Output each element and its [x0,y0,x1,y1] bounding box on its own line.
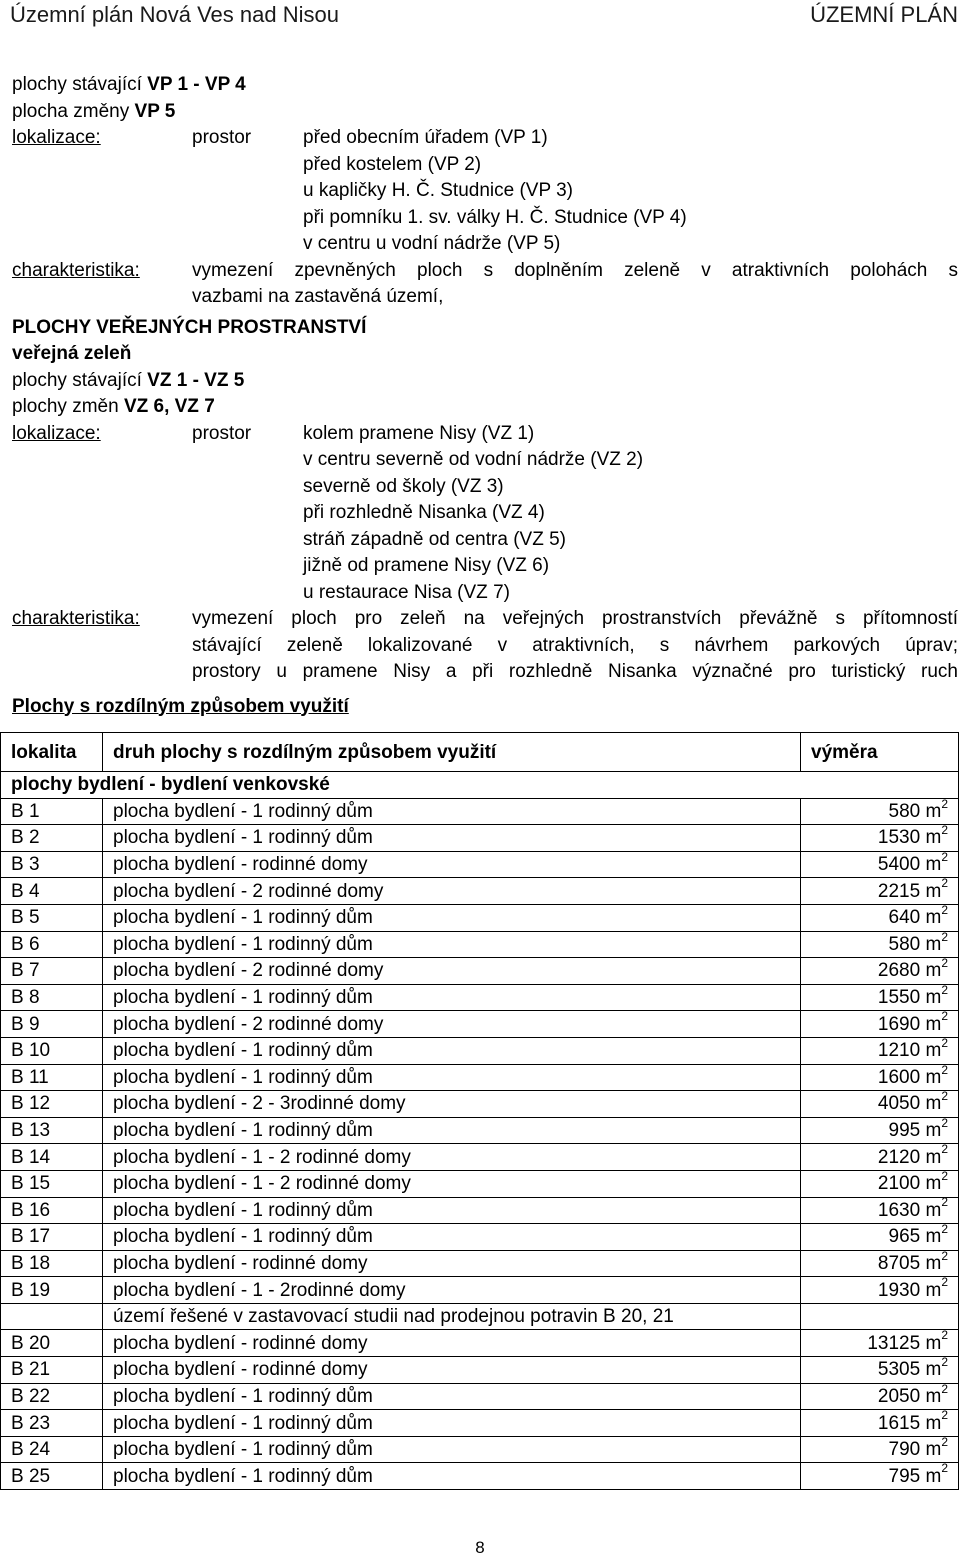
area-unit-exponent: 2 [941,1408,948,1423]
area-cell [801,958,959,985]
area-value: 2100 [877,1173,921,1195]
locality-cell: B 20 [1,1330,103,1357]
area-cell [801,1144,959,1171]
area-unit-exponent: 2 [941,1035,948,1050]
table-row [1,958,959,985]
area-cell [801,1117,959,1144]
vz-characteristic-block [12,606,958,686]
vz-characteristic-label: charakteristika: [12,608,140,629]
table-row [1,1463,959,1490]
table-row [1,1224,959,1251]
area-unit: m [925,960,942,982]
area-unit: m [925,1066,942,1088]
vp-existing-line: plochy stávající VP 1 - VP 4 [12,74,246,95]
area-unit: m [925,1226,942,1248]
area-cell [801,1330,959,1357]
area-cell [801,1197,959,1224]
type-cell: plocha bydlení - 1 rodinný dům [103,1117,801,1144]
area-value: 965 [888,1226,921,1248]
area-unit-exponent: 2 [941,1248,948,1263]
table-row [1,1117,959,1144]
locality-cell: B 23 [1,1410,103,1437]
type-cell: plocha bydlení - 1 rodinný dům [103,1410,801,1437]
area-cell [801,1037,959,1064]
type-cell: plocha bydlení - 2 rodinné domy [103,1011,801,1038]
location-item: u restaurace Nisa (VZ 7) [303,581,510,603]
type-cell: plocha bydlení - 1 rodinný dům [103,1037,801,1064]
area-cell [801,1357,959,1384]
area-unit-exponent: 2 [941,956,948,971]
area-cell [801,1463,959,1490]
area-cell [801,1224,959,1251]
area-unit: m [925,880,942,902]
section-title-land-use: Plochy s rozdílným způsobem využití [12,695,349,717]
area-cell [801,931,959,958]
area-unit-exponent: 2 [941,1009,948,1024]
area-unit: m [925,827,942,849]
area-unit-exponent: 2 [941,823,948,838]
location-item: v centru severně od vodní nádrže (VZ 2) [303,449,644,470]
vz-characteristic-text: vymezení ploch pro zeleň na veřejných prostranstvích převážně s přítomností stávající zeleně lokalizované v atraktivních, s návrhem parkových úprav; prostory u pramene Nisy a při rozhledně Nisanka význačné pro turistický ruch [192,608,958,682]
area-value: 1930 [877,1279,921,1301]
table-row [1,798,959,825]
type-cell: plocha bydlení - 1 rodinný dům [103,1224,801,1251]
page-header [10,2,958,34]
area-unit: m [925,1412,942,1434]
type-cell: plocha bydlení - rodinné domy [103,1250,801,1277]
locality-cell: B 5 [1,904,103,931]
area-cell [801,1170,959,1197]
document-body [12,72,958,720]
area-unit-exponent: 2 [941,1168,948,1183]
area-unit-exponent: 2 [941,1275,948,1290]
location-item: u kapličky H. Č. Studnice (VP 3) [303,180,573,201]
area-value: 1530 [877,827,921,849]
table-row [1,825,959,852]
location-item: před obecním úřadem (VP 1) [303,127,548,148]
area-unit-exponent: 2 [941,982,948,997]
area-value: 2215 [877,880,921,902]
locality-cell: B 18 [1,1250,103,1277]
area-value: 4050 [877,1093,921,1115]
locality-cell: B 17 [1,1224,103,1251]
locality-cell: B 15 [1,1170,103,1197]
area-cell [801,1436,959,1463]
table-row [1,1303,959,1330]
type-cell: plocha bydlení - 1 rodinný dům [103,931,801,958]
area-value: 13125 [867,1332,921,1354]
table-row [1,851,959,878]
locality-cell: B 16 [1,1197,103,1224]
area-unit: m [925,933,942,955]
area-unit-exponent: 2 [941,1381,948,1396]
location-item: jižně od pramene Nisy (VZ 6) [303,555,550,576]
area-value: 640 [888,907,921,929]
locality-cell: B 22 [1,1383,103,1410]
area-unit: m [925,1093,942,1115]
type-cell: plocha bydlení - rodinné domy [103,1357,801,1384]
area-cell [801,984,959,1011]
area-unit: m [925,1359,942,1381]
location-item: před kostelem (VP 2) [303,153,482,175]
locality-cell: B 13 [1,1117,103,1144]
area-value: 5400 [877,854,921,876]
vp-characteristic-text: vymezení zpevněných ploch s doplněním zeleně v atraktivních polohách s vazbami na zastavěná území, [192,259,958,307]
type-cell: plocha bydlení - 2 rodinné domy [103,878,801,905]
type-cell: plocha bydlení - 1 rodinný dům [103,1064,801,1091]
area-cell [801,1303,959,1330]
area-unit-exponent: 2 [941,1142,948,1157]
area-unit-exponent: 2 [941,849,948,864]
vz-location-space: prostor [192,422,252,444]
table-row [1,1091,959,1118]
type-cell: plocha bydlení - 2 - 3rodinné domy [103,1091,801,1118]
area-value: 1210 [877,1040,921,1062]
area-unit: m [925,1465,942,1487]
area-unit-exponent: 2 [941,1328,948,1343]
type-cell: plocha bydlení - 1 rodinný dům [103,798,801,825]
area-unit: m [925,1173,942,1195]
area-unit: m [925,800,942,822]
vz-change-line: plochy změn VZ 6, VZ 7 [12,396,215,417]
area-value: 1690 [877,1013,921,1035]
locality-cell: B 11 [1,1064,103,1091]
area-unit-exponent: 2 [941,1434,948,1449]
type-cell: plocha bydlení - 1 rodinný dům [103,1197,801,1224]
vz-location-block [12,421,958,607]
area-unit: m [925,1199,942,1221]
area-unit-exponent: 2 [941,1461,948,1476]
area-unit: m [925,1332,942,1354]
type-cell: plocha bydlení - rodinné domy [103,851,801,878]
location-item: v centru u vodní nádrže (VP 5) [303,233,561,254]
area-unit-exponent: 2 [941,796,948,811]
section-title-public-spaces: PLOCHY VEŘEJNÝCH PROSTRANSTVÍ [12,316,367,338]
area-unit-exponent: 2 [941,902,948,917]
locality-cell: B 10 [1,1037,103,1064]
document-section: ÚZEMNÍ PLÁN [810,2,958,27]
table-row [1,1144,959,1171]
table-row [1,1277,959,1304]
locality-cell: B 6 [1,931,103,958]
area-unit: m [925,854,942,876]
area-cell [801,878,959,905]
area-unit: m [925,1013,942,1035]
area-unit: m [925,987,942,1009]
vp-characteristic-label: charakteristika: [12,259,140,281]
area-cell [801,1011,959,1038]
type-cell: plocha bydlení - 1 rodinný dům [103,1436,801,1463]
locality-cell: B 14 [1,1144,103,1171]
area-unit: m [925,1120,942,1142]
type-cell: plocha bydlení - 1 - 2rodinné domy [103,1277,801,1304]
location-item: stráň západně od centra (VZ 5) [303,528,566,550]
type-cell: plocha bydlení - 1 rodinný dům [103,825,801,852]
column-header-area: výměra [801,733,959,772]
type-cell: plocha bydlení - 1 - 2 rodinné domy [103,1170,801,1197]
land-use-table [0,732,959,1490]
area-value: 2120 [877,1146,921,1168]
table-row [1,1383,959,1410]
subtitle-public-greenery: veřejná zeleň [12,343,132,364]
type-cell: území řešené v zastavovací studii nad prodejnou potravin B 20, 21 [103,1303,801,1330]
locality-cell: B 21 [1,1357,103,1384]
area-unit-exponent: 2 [941,1115,948,1130]
area-unit-exponent: 2 [941,1355,948,1370]
area-unit: m [925,1385,942,1407]
table-row [1,1250,959,1277]
locality-cell: B 7 [1,958,103,985]
locality-cell: B 9 [1,1011,103,1038]
area-unit: m [925,1279,942,1301]
column-header-locality: lokalita [1,733,103,772]
table-row [1,984,959,1011]
area-cell [801,798,959,825]
area-unit-exponent: 2 [941,1222,948,1237]
area-unit: m [925,1252,942,1274]
table-row [1,1410,959,1437]
area-value: 995 [888,1120,921,1142]
locality-cell [1,1303,103,1330]
type-cell: plocha bydlení - rodinné domy [103,1330,801,1357]
area-value: 580 [888,933,921,955]
vz-existing-line: plochy stávající VZ 1 - VZ 5 [12,369,245,391]
table-row [1,1357,959,1384]
locality-cell: B 24 [1,1436,103,1463]
area-unit-exponent: 2 [941,1062,948,1077]
page-number: 8 [475,1538,485,1557]
area-value: 1550 [877,987,921,1009]
area-cell [801,1383,959,1410]
table-row [1,1436,959,1463]
table-group-row [1,772,959,799]
area-cell [801,1277,959,1304]
document-title: Územní plán Nová Ves nad Nisou [10,2,339,27]
area-unit: m [925,1146,942,1168]
area-value: 790 [888,1439,921,1461]
vz-location-label: lokalizace: [12,422,101,444]
location-item: severně od školy (VZ 3) [303,475,504,497]
column-header-type: druh plochy s rozdílným způsobem využití [103,733,801,772]
area-value: 1630 [877,1199,921,1221]
table-header-row [1,733,959,772]
location-item: při rozhledně Nisanka (VZ 4) [303,502,545,523]
area-value: 1600 [877,1066,921,1088]
area-value: 580 [888,800,921,822]
location-item: kolem pramene Nisy (VZ 1) [303,422,535,444]
table-row [1,1064,959,1091]
table-row [1,1170,959,1197]
table-row [1,1037,959,1064]
locality-cell: B 19 [1,1277,103,1304]
area-cell [801,1410,959,1437]
locality-cell: B 12 [1,1091,103,1118]
type-cell: plocha bydlení - 1 rodinný dům [103,984,801,1011]
vp-characteristic-block [12,258,958,311]
vp-location-list [303,125,958,258]
vp-location-block [12,125,958,258]
table-row [1,878,959,905]
vp-location-label: lokalizace: [12,127,101,148]
location-item: při pomníku 1. sv. války H. Č. Studnice (VP 4) [303,206,687,228]
area-unit-exponent: 2 [941,929,948,944]
area-unit-exponent: 2 [941,876,948,891]
area-cell [801,825,959,852]
type-cell: plocha bydlení - 1 rodinný dům [103,1383,801,1410]
locality-cell: B 8 [1,984,103,1011]
table-row [1,1330,959,1357]
vp-location-space: prostor [192,127,252,148]
area-unit-exponent: 2 [941,1089,948,1104]
type-cell: plocha bydlení - 1 rodinný dům [103,904,801,931]
locality-cell: B 4 [1,878,103,905]
area-value: 2680 [877,960,921,982]
locality-cell: B 2 [1,825,103,852]
type-cell: plocha bydlení - 1 rodinný dům [103,1463,801,1490]
table-row [1,904,959,931]
table-row [1,931,959,958]
table-row [1,1011,959,1038]
area-unit-exponent: 2 [941,1195,948,1210]
area-value: 795 [888,1465,921,1487]
area-value: 1615 [877,1412,921,1434]
vp-change-line: plocha změny VP 5 [12,100,176,122]
area-cell [801,851,959,878]
area-value: 5305 [877,1359,921,1381]
locality-cell: B 3 [1,851,103,878]
type-cell: plocha bydlení - 1 - 2 rodinné domy [103,1144,801,1171]
area-value: 2050 [877,1385,921,1407]
area-unit: m [925,1040,942,1062]
group-title: plochy bydlení - bydlení venkovské [1,772,959,799]
area-cell [801,1250,959,1277]
locality-cell: B 1 [1,798,103,825]
vz-location-list [303,421,958,607]
area-cell [801,1064,959,1091]
area-value: 8705 [877,1252,921,1274]
area-unit: m [925,907,942,929]
type-cell: plocha bydlení - 2 rodinné domy [103,958,801,985]
area-cell [801,904,959,931]
locality-cell: B 25 [1,1463,103,1490]
area-cell [801,1091,959,1118]
area-unit: m [925,1439,942,1461]
table-row [1,1197,959,1224]
